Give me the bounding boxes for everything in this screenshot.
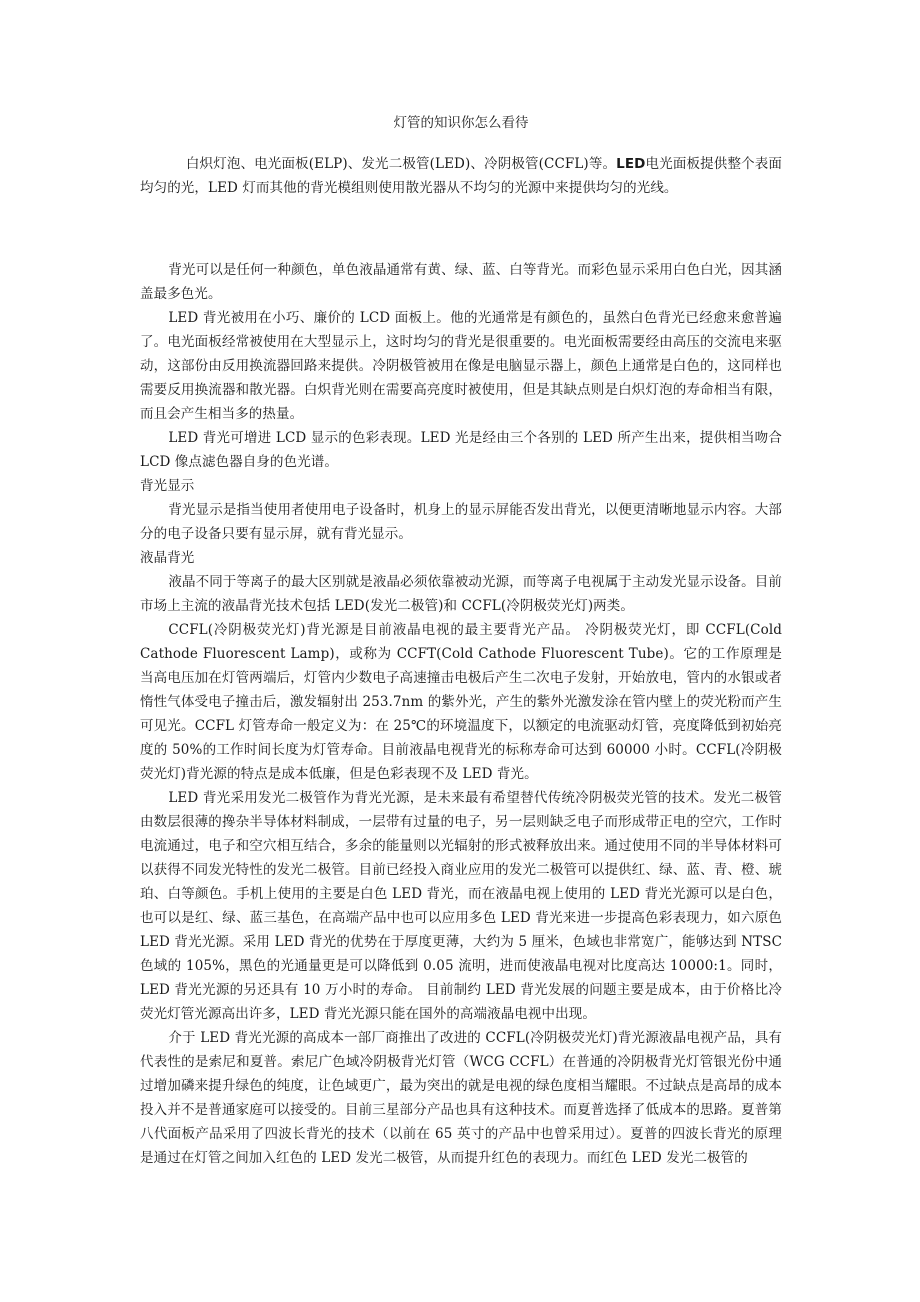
paragraph-lcd-difference: 液晶不同于等离子的最大区别就是液晶必须依靠被动光源，而等离子电视属于主动发光显示设备。目前市场上主流的液晶背光技术包括 LED(发光二极管)和 CCFL(冷阴极荧光灯)两类。 [140,574,782,614]
intro-lead: 白炽灯泡、电光面板(ELP)、发光二极管(LED)、冷阴极管(CCFL)等。 [185,156,617,172]
paragraph-backlight-colors: 背光可以是任何一种颜色，单色液晶通常有黄、绿、蓝、白等背光。而彩色显示采用白色白光，因其涵盖最多色光。 [140,262,782,302]
paragraph-improved-ccfl: 介于 LED 背光光源的高成本一部厂商推出了改进的 CCFL(冷阴极荧光灯)背光源液晶电视产品，具有代表性的是索尼和夏普。索尼广色域冷阴极背光灯管（WCG CCFL）在普通的冷阴极背光灯管银光份中通过增加磷来提升绿色的纯度，让色域更广，最为突出的就是电视的绿色度相当耀眼。不过缺点是高昂的成本投入并不是普通家庭可以接受的。目前三星部分产品也具有这种技术。而夏普选择了低成本的思路。夏普第八代面板产品采用了四波长背光的技术（以前在 65 英寸的产品中也曾采用过）。夏普的四波长背光的原理是通过在灯管之间加入红色的 LED 发光二极管，从而提升红色的表现力。而红色 LED 发光二极管的 [140,1030,782,1166]
paragraph-led-backlight: LED 背光被用在小巧、廉价的 LCD 面板上。他的光通常是有颜色的，虽然白色背光已经愈来愈普遍了。电光面板经常被使用在大型显示上，这时均匀的背光是很重要的。电光面板需要经由高压的交流电来驱动，这部份由反用换流器回路来提供。冷阴极管被用在像是电脑显示器上，颜色上通常是白色的，这同样也需要反用换流器和散光器。白炽背光则在需要高亮度时被使用，但是其缺点则是白炽灯泡的寿命相当有限，而且会产生相当多的热量。 [140,310,782,422]
document-title: 灯管的知识你怎么看待 [393,115,529,131]
heading-backlight-display: 背光显示 [140,478,195,494]
intro-rest: 电光面板提供整个表面均匀的光，LED 灯而其他的背光模组则使用散光器从不均匀的光源中来提供均匀的光线。 [140,156,783,196]
intro-bold-word: LED [616,156,646,172]
paragraph-led-color: LED 背光可增进 LCD 显示的色彩表现。LED 光是经由三个各别的 LED 所产生出来，提供相当吻合 LCD 像点滤色器自身的色光谱。 [140,430,782,470]
paragraph-backlight-display: 背光显示是指当使用者使用电子设备时，机身上的显示屏能否发出背光，以便更清晰地显示内容。大部分的电子设备只要有显示屏，就有背光显示。 [140,502,782,542]
paragraph-led-source: LED 背光采用发光二极管作为背光光源，是未来最有希望替代传统冷阴极荧光管的技术。发光二极管由数层很薄的搀杂半导体材料制成，一层带有过量的电子，另一层则缺乏电子而形成带正电的空穴，工作时电流通过，电子和空穴相互结合，多余的能量则以光辐射的形式被释放出来。通过使用不同的半导体材料可以获得不同发光特性的发光二极管。目前已经投入商业应用的发光二极管可以提供红、绿、蓝、青、橙、琥珀、白等颜色。手机上使用的主要是白色 LED 背光，而在液晶电视上使用的 LED 背光光源可以是白色，也可以是红、绿、蓝三基色，在高端产品中也可以应用多色 LED 背光来进一步提高色彩表现力，如六原色 LED 背光光源。采用 LED 背光的优势在于厚度更薄，大约为 5 厘米，色域也非常宽广，能够达到 NTSC 色域的 105%，黑色的光通量更是可以降低到 0.05 流明，进而使液晶电视对比度高达 10000:1。同时，LED 背光光源的另还具有 10 万小时的寿命。 目前制约 LED 背光发展的问题主要是成本，由于价格比冷荧光灯管光源高出许多，LED 背光光源只能在国外的高端液晶电视中出现。 [140,790,782,1022]
paragraph-ccfl: CCFL(冷阴极荧光灯)背光源是目前液晶电视的最主要背光产品。 冷阴极荧光灯，即 CCFL(Cold Cathode Fluorescent Lamp)，或称为 CCFT(Cold Cathode Fluorescent Tube)。它的工作原理是当高电压加在灯管两端后，灯管内少数电子高速撞击电极后产生二次电子发射，开始放电，管内的水银或者惰性气体受电子撞击后，激发辐射出 253.7nm 的紫外光，产生的紫外光激发涂在管内壁上的荧光粉而产生可见光。CCFL 灯管寿命一般定义为：在 25℃的环境温度下，以额定的电流驱动灯管，亮度降低到初始亮度的 50%的工作时间长度为灯管寿命。目前液晶电视背光的标称寿命可达到 60000 小时。CCFL(冷阴极荧光灯)背光源的特点是成本低廉，但是色彩表现不及 LED 背光。 [140,622,782,782]
document-page [140,112,782,1170]
spacer [140,200,782,258]
heading-lcd-backlight: 液晶背光 [140,550,195,566]
intro-paragraph [140,152,782,200]
